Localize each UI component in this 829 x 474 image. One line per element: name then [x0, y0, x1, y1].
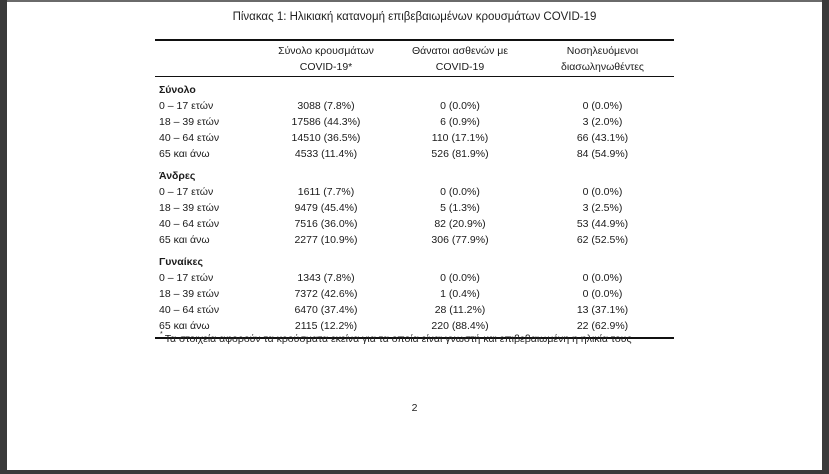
- page-number: 2: [411, 402, 418, 414]
- table-row: [155, 270, 674, 286]
- viewer-frame-right: [822, 0, 829, 474]
- cases-cell: 1611 (7.7%): [297, 186, 355, 198]
- age-cell: 0 – 17 ετών: [159, 186, 214, 198]
- table-row: [155, 114, 674, 130]
- cases-cell: 4533 (11.4%): [294, 148, 358, 160]
- table-row: [155, 318, 674, 334]
- table-row: [155, 216, 674, 232]
- age-cell: 65 και άνω: [159, 148, 210, 160]
- cases-cell: 2115 (12.2%): [294, 320, 358, 332]
- intubated-cell: 22 (62.9%): [576, 320, 629, 332]
- header-intubated: Νοσηλευόμενοι διασωληνωθέντες: [561, 44, 644, 73]
- intubated-cell: 0 (0.0%): [582, 186, 623, 198]
- intubated-cell: 13 (37.1%): [576, 304, 629, 316]
- table-caption: Πίνακας 1: Ηλικιακή κατανομή επιβεβαιωμένων κρουσμάτων COVID-19: [232, 11, 597, 23]
- age-cell: 40 – 64 ετών: [159, 218, 220, 230]
- group-total: [155, 82, 674, 162]
- group-men: [155, 168, 674, 248]
- intubated-cell: 0 (0.0%): [582, 100, 623, 112]
- age-cell: 18 – 39 ετών: [159, 202, 220, 214]
- age-cell: 18 – 39 ετών: [159, 288, 220, 300]
- viewer-frame-left: [0, 0, 7, 474]
- intubated-cell: 84 (54.9%): [576, 148, 629, 160]
- cases-cell: 17586 (44.3%): [291, 116, 361, 128]
- age-cell: 18 – 39 ετών: [159, 116, 220, 128]
- cases-cell: 3088 (7.8%): [297, 100, 355, 112]
- group-label: Άνδρες: [159, 170, 196, 182]
- table-row: [155, 302, 674, 318]
- header-total-cases: Σύνολο κρουσμάτων COVID-19*: [278, 44, 374, 73]
- cases-cell: 6470 (37.4%): [294, 304, 358, 316]
- deaths-cell: 0 (0.0%): [440, 272, 480, 284]
- deaths-cell: 0 (0.0%): [440, 100, 480, 112]
- intubated-cell: 3 (2.5%): [582, 202, 623, 214]
- age-cell: 0 – 17 ετών: [159, 100, 214, 112]
- group-women: [155, 254, 674, 334]
- age-cell: 0 – 17 ετών: [159, 272, 214, 284]
- deaths-cell: 6 (0.9%): [440, 116, 480, 128]
- table-header: [155, 41, 674, 76]
- table-row: [155, 232, 674, 248]
- age-cell: 65 και άνω: [159, 320, 210, 332]
- header-deaths: Θάνατοι ασθενών με COVID-19: [411, 44, 509, 73]
- viewer-frame-bottom: [0, 470, 829, 474]
- table-row: [155, 200, 674, 216]
- cases-cell: 2277 (10.9%): [294, 234, 358, 246]
- age-distribution-table: [155, 39, 674, 339]
- intubated-cell: 53 (44.9%): [576, 218, 629, 230]
- table-body: [155, 77, 674, 337]
- intubated-cell: 0 (0.0%): [582, 272, 623, 284]
- table-row: [155, 130, 674, 146]
- age-cell: 40 – 64 ετών: [159, 132, 220, 144]
- deaths-cell: 0 (0.0%): [440, 186, 480, 198]
- deaths-cell: 110 (17.1%): [431, 132, 489, 144]
- cases-cell: 14510 (36.5%): [291, 132, 361, 144]
- intubated-cell: 62 (52.5%): [576, 234, 629, 246]
- deaths-cell: 220 (88.4%): [431, 320, 489, 332]
- cases-cell: 7516 (36.0%): [294, 218, 358, 230]
- group-label: Γυναίκες: [159, 256, 203, 268]
- deaths-cell: 82 (20.9%): [434, 218, 486, 230]
- age-cell: 65 και άνω: [159, 234, 210, 246]
- table-row: [155, 184, 674, 200]
- cases-cell: 9479 (45.4%): [294, 202, 358, 214]
- table-row: [155, 98, 674, 114]
- footnote-marker: *: [160, 331, 163, 338]
- table-row: [155, 286, 674, 302]
- document-page: [7, 2, 822, 470]
- table-footnote: [160, 333, 632, 345]
- intubated-cell: 66 (43.1%): [576, 132, 629, 144]
- deaths-cell: 1 (0.4%): [440, 288, 480, 300]
- intubated-cell: 3 (2.0%): [582, 116, 623, 128]
- cases-cell: 1343 (7.8%): [297, 272, 355, 284]
- deaths-cell: 306 (77.9%): [431, 234, 489, 246]
- age-cell: 40 – 64 ετών: [159, 304, 220, 316]
- cases-cell: 7372 (42.6%): [294, 288, 358, 300]
- intubated-cell: 0 (0.0%): [582, 288, 623, 300]
- deaths-cell: 526 (81.9%): [431, 148, 489, 160]
- group-label: Σύνολο: [159, 84, 196, 96]
- table-row: [155, 146, 674, 162]
- footnote-text: Τα στοιχεία αφορούν τα κρούσματα εκείνα για τα οποία είναι γνωστή και επιβεβαιωμένη η ηλικία τους: [164, 333, 632, 345]
- deaths-cell: 28 (11.2%): [434, 304, 486, 316]
- deaths-cell: 5 (1.3%): [440, 202, 480, 214]
